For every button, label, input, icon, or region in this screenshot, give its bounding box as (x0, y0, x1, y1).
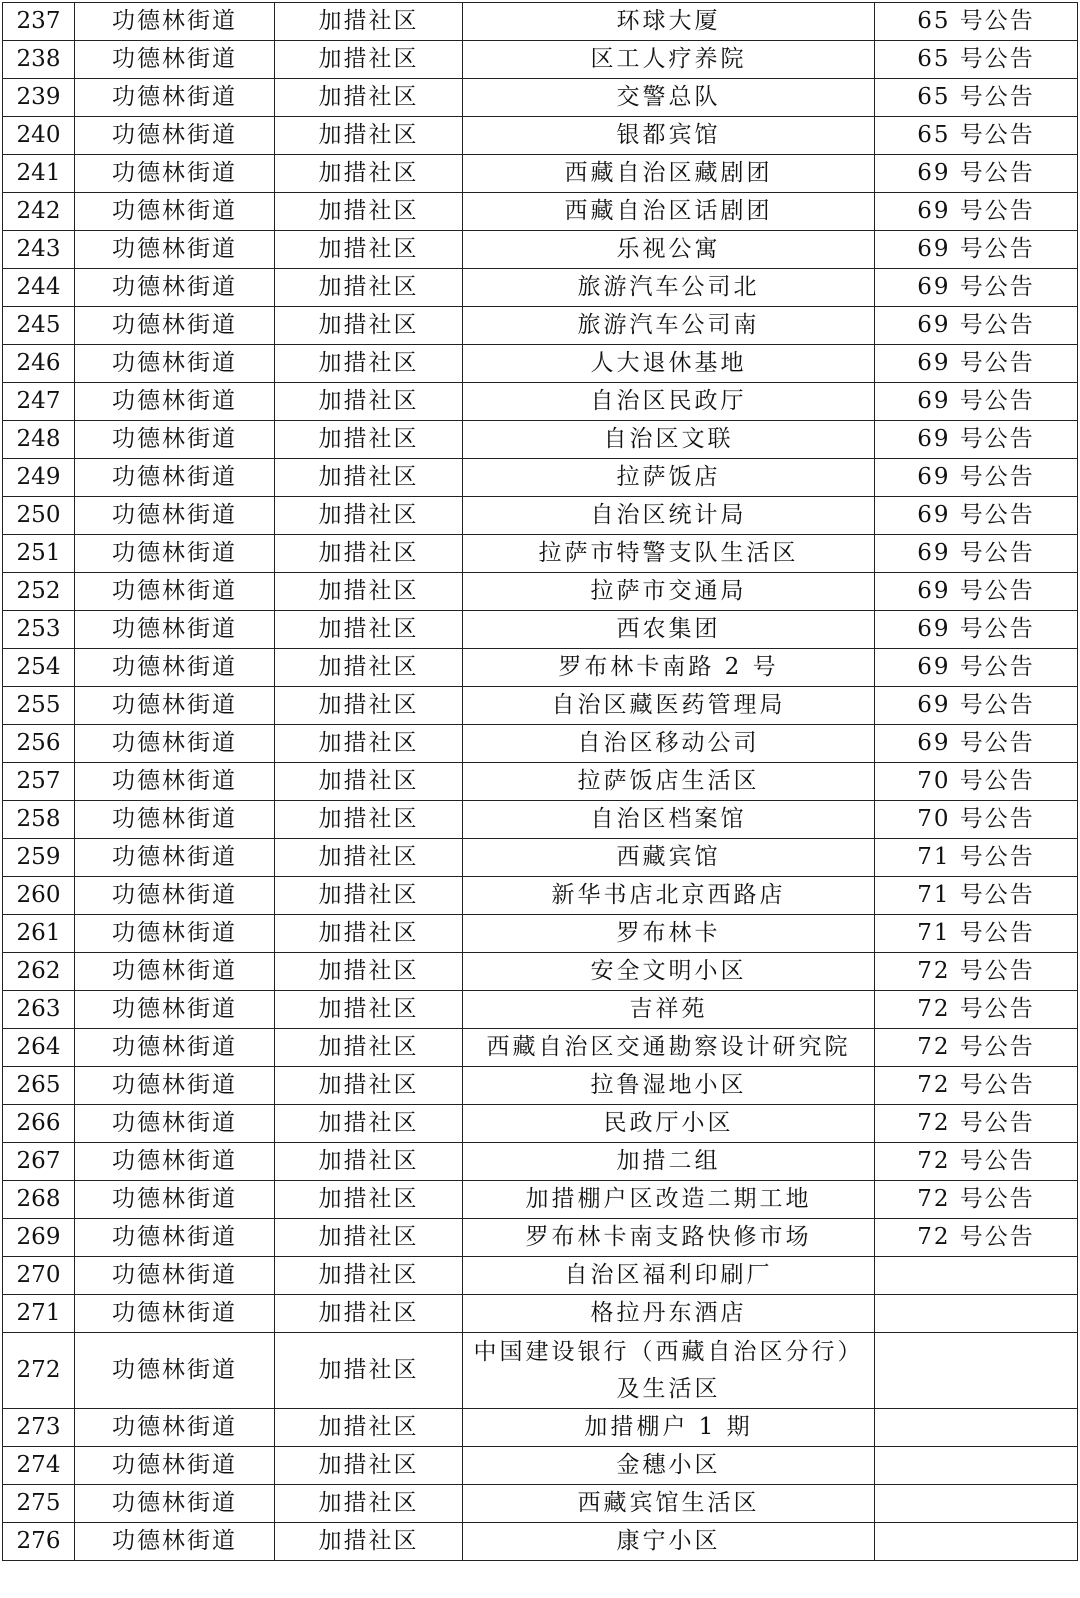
row-number-cell: 238 (3, 41, 75, 79)
street-cell: 功德林街道 (75, 231, 275, 269)
community-cell: 加措社区 (275, 725, 463, 763)
street-cell: 功德林街道 (75, 915, 275, 953)
notice-cell (875, 1447, 1078, 1485)
place-name-cell: 自治区民政厅 (463, 383, 875, 421)
community-cell: 加措社区 (275, 1181, 463, 1219)
table-row (3, 763, 1078, 801)
table-row (3, 1257, 1078, 1295)
notice-cell (875, 1485, 1078, 1523)
row-number-cell: 244 (3, 269, 75, 307)
notice-cell: 72 号公告 (875, 1181, 1078, 1219)
street-cell: 功德林街道 (75, 1523, 275, 1561)
notice-cell: 69 号公告 (875, 269, 1078, 307)
notice-cell: 69 号公告 (875, 345, 1078, 383)
table-row (3, 725, 1078, 763)
place-name-cell: 加措棚户区改造二期工地 (463, 1181, 875, 1219)
street-cell: 功德林街道 (75, 687, 275, 725)
community-cell: 加措社区 (275, 915, 463, 953)
row-number-cell: 243 (3, 231, 75, 269)
row-number-cell: 241 (3, 155, 75, 193)
row-number-cell: 256 (3, 725, 75, 763)
notice-cell: 69 号公告 (875, 459, 1078, 497)
place-name-cell: 拉萨市交通局 (463, 573, 875, 611)
street-cell: 功德林街道 (75, 269, 275, 307)
street-cell: 功德林街道 (75, 459, 275, 497)
place-name-cell (463, 1333, 875, 1409)
street-cell: 功德林街道 (75, 801, 275, 839)
table-row (3, 1181, 1078, 1219)
community-cell: 加措社区 (275, 1447, 463, 1485)
table-row (3, 41, 1078, 79)
place-name-cell: 西藏自治区藏剧团 (463, 155, 875, 193)
notice-cell: 65 号公告 (875, 3, 1078, 41)
community-cell: 加措社区 (275, 1333, 463, 1409)
street-cell: 功德林街道 (75, 1181, 275, 1219)
table-row (3, 611, 1078, 649)
row-number-cell: 249 (3, 459, 75, 497)
community-cell: 加措社区 (275, 687, 463, 725)
community-cell: 加措社区 (275, 307, 463, 345)
place-name-cell: 加措二组 (463, 1143, 875, 1181)
street-cell: 功德林街道 (75, 1333, 275, 1409)
row-number-cell: 252 (3, 573, 75, 611)
community-cell: 加措社区 (275, 839, 463, 877)
notice-cell: 65 号公告 (875, 41, 1078, 79)
notice-cell: 72 号公告 (875, 953, 1078, 991)
data-table (2, 2, 1078, 1561)
row-number-cell: 264 (3, 1029, 75, 1067)
notice-cell: 72 号公告 (875, 1067, 1078, 1105)
notice-cell: 65 号公告 (875, 117, 1078, 155)
notice-cell: 72 号公告 (875, 1143, 1078, 1181)
street-cell: 功德林街道 (75, 1067, 275, 1105)
table-row (3, 1105, 1078, 1143)
table-row (3, 117, 1078, 155)
row-number-cell: 255 (3, 687, 75, 725)
place-name-cell: 环球大厦 (463, 3, 875, 41)
place-name-cell: 拉萨市特警支队生活区 (463, 535, 875, 573)
street-cell: 功德林街道 (75, 1105, 275, 1143)
table-body (3, 3, 1078, 1561)
table-row (3, 535, 1078, 573)
community-cell: 加措社区 (275, 3, 463, 41)
table-row (3, 497, 1078, 535)
notice-cell: 69 号公告 (875, 231, 1078, 269)
street-cell: 功德林街道 (75, 1485, 275, 1523)
table-row (3, 687, 1078, 725)
row-number-cell: 274 (3, 1447, 75, 1485)
place-name-cell: 罗布林卡南支路快修市场 (463, 1219, 875, 1257)
table-row (3, 421, 1078, 459)
place-name-cell: 拉萨饭店生活区 (463, 763, 875, 801)
notice-cell: 72 号公告 (875, 1219, 1078, 1257)
place-name-line-2: 及生活区 (616, 1375, 721, 1402)
table-row (3, 877, 1078, 915)
row-number-cell: 269 (3, 1219, 75, 1257)
place-name-cell: 格拉丹东酒店 (463, 1295, 875, 1333)
place-name-cell: 自治区福利印刷厂 (463, 1257, 875, 1295)
notice-cell: 70 号公告 (875, 801, 1078, 839)
place-name-cell: 自治区文联 (463, 421, 875, 459)
street-cell: 功德林街道 (75, 79, 275, 117)
notice-cell: 69 号公告 (875, 193, 1078, 231)
community-cell: 加措社区 (275, 991, 463, 1029)
notice-cell (875, 1409, 1078, 1447)
place-name-cell: 安全文明小区 (463, 953, 875, 991)
row-number-cell: 259 (3, 839, 75, 877)
row-number-cell: 275 (3, 1485, 75, 1523)
row-number-cell: 251 (3, 535, 75, 573)
row-number-cell: 263 (3, 991, 75, 1029)
notice-cell: 69 号公告 (875, 155, 1078, 193)
notice-cell: 69 号公告 (875, 687, 1078, 725)
table-row (3, 1029, 1078, 1067)
street-cell: 功德林街道 (75, 155, 275, 193)
place-name-cell: 交警总队 (463, 79, 875, 117)
place-name-cell: 乐视公寓 (463, 231, 875, 269)
place-name-cell: 罗布林卡 (463, 915, 875, 953)
row-number-cell: 273 (3, 1409, 75, 1447)
street-cell: 功德林街道 (75, 1219, 275, 1257)
row-number-cell: 242 (3, 193, 75, 231)
notice-cell: 69 号公告 (875, 649, 1078, 687)
notice-cell: 69 号公告 (875, 421, 1078, 459)
community-cell: 加措社区 (275, 41, 463, 79)
community-cell: 加措社区 (275, 117, 463, 155)
street-cell: 功德林街道 (75, 611, 275, 649)
notice-cell: 69 号公告 (875, 535, 1078, 573)
place-name-cell: 金穗小区 (463, 1447, 875, 1485)
row-number-cell: 240 (3, 117, 75, 155)
place-name-cell: 吉祥苑 (463, 991, 875, 1029)
community-cell: 加措社区 (275, 801, 463, 839)
notice-cell (875, 1333, 1078, 1409)
street-cell: 功德林街道 (75, 421, 275, 459)
row-number-cell: 239 (3, 79, 75, 117)
table-row (3, 383, 1078, 421)
row-number-cell: 246 (3, 345, 75, 383)
community-cell: 加措社区 (275, 155, 463, 193)
notice-cell: 69 号公告 (875, 307, 1078, 345)
place-name-cell: 罗布林卡南路 2 号 (463, 649, 875, 687)
place-name-cell: 加措棚户 1 期 (463, 1409, 875, 1447)
place-name-cell: 西藏自治区话剧团 (463, 193, 875, 231)
table-row (3, 915, 1078, 953)
table-row (3, 193, 1078, 231)
place-name-cell: 拉萨饭店 (463, 459, 875, 497)
place-name-cell: 康宁小区 (463, 1523, 875, 1561)
street-cell: 功德林街道 (75, 117, 275, 155)
community-cell: 加措社区 (275, 459, 463, 497)
table-row (3, 1067, 1078, 1105)
notice-cell (875, 1257, 1078, 1295)
street-cell: 功德林街道 (75, 193, 275, 231)
place-name-cell: 民政厅小区 (463, 1105, 875, 1143)
notice-cell: 72 号公告 (875, 1105, 1078, 1143)
place-name-cell: 旅游汽车公司北 (463, 269, 875, 307)
street-cell: 功德林街道 (75, 725, 275, 763)
row-number-cell: 245 (3, 307, 75, 345)
table-row (3, 345, 1078, 383)
street-cell: 功德林街道 (75, 649, 275, 687)
community-cell: 加措社区 (275, 231, 463, 269)
notice-cell: 72 号公告 (875, 1029, 1078, 1067)
table-row (3, 649, 1078, 687)
row-number-cell: 271 (3, 1295, 75, 1333)
street-cell: 功德林街道 (75, 1143, 275, 1181)
row-number-cell: 258 (3, 801, 75, 839)
notice-cell (875, 1295, 1078, 1333)
street-cell: 功德林街道 (75, 497, 275, 535)
community-cell: 加措社区 (275, 269, 463, 307)
table-row (3, 231, 1078, 269)
notice-cell: 70 号公告 (875, 763, 1078, 801)
street-cell: 功德林街道 (75, 839, 275, 877)
community-cell: 加措社区 (275, 497, 463, 535)
community-cell: 加措社区 (275, 1257, 463, 1295)
notice-cell: 69 号公告 (875, 497, 1078, 535)
street-cell: 功德林街道 (75, 953, 275, 991)
table-row (3, 1143, 1078, 1181)
row-number-cell: 270 (3, 1257, 75, 1295)
table-row (3, 269, 1078, 307)
table-row (3, 307, 1078, 345)
row-number-cell: 261 (3, 915, 75, 953)
place-name-cell: 西藏自治区交通勘察设计研究院 (463, 1029, 875, 1067)
street-cell: 功德林街道 (75, 1257, 275, 1295)
street-cell: 功德林街道 (75, 1029, 275, 1067)
notice-cell: 65 号公告 (875, 79, 1078, 117)
community-cell: 加措社区 (275, 383, 463, 421)
community-cell: 加措社区 (275, 1029, 463, 1067)
table-row (3, 953, 1078, 991)
community-cell: 加措社区 (275, 573, 463, 611)
community-cell: 加措社区 (275, 1067, 463, 1105)
table-row (3, 155, 1078, 193)
street-cell: 功德林街道 (75, 1295, 275, 1333)
street-cell: 功德林街道 (75, 383, 275, 421)
table-row (3, 1409, 1078, 1447)
street-cell: 功德林街道 (75, 763, 275, 801)
notice-cell: 69 号公告 (875, 383, 1078, 421)
row-number-cell: 247 (3, 383, 75, 421)
notice-cell: 69 号公告 (875, 725, 1078, 763)
place-name-cell: 自治区统计局 (463, 497, 875, 535)
place-name-cell: 西藏宾馆生活区 (463, 1485, 875, 1523)
community-cell: 加措社区 (275, 611, 463, 649)
street-cell: 功德林街道 (75, 345, 275, 383)
community-cell: 加措社区 (275, 421, 463, 459)
place-name-cell: 自治区藏医药管理局 (463, 687, 875, 725)
place-name-cell: 西藏宾馆 (463, 839, 875, 877)
table-row (3, 801, 1078, 839)
community-cell: 加措社区 (275, 1295, 463, 1333)
row-number-cell: 266 (3, 1105, 75, 1143)
community-cell: 加措社区 (275, 79, 463, 117)
table-row (3, 1333, 1078, 1409)
table-row (3, 1523, 1078, 1561)
street-cell: 功德林街道 (75, 877, 275, 915)
place-name-cell: 银都宾馆 (463, 117, 875, 155)
street-cell: 功德林街道 (75, 3, 275, 41)
place-name-cell: 旅游汽车公司南 (463, 307, 875, 345)
place-name-line-1: 中国建设银行（西藏自治区分行） (473, 1338, 864, 1365)
place-name-cell: 人大退休基地 (463, 345, 875, 383)
notice-cell: 72 号公告 (875, 991, 1078, 1029)
community-cell: 加措社区 (275, 1105, 463, 1143)
community-cell: 加措社区 (275, 345, 463, 383)
street-cell: 功德林街道 (75, 1447, 275, 1485)
street-cell: 功德林街道 (75, 41, 275, 79)
table-row (3, 573, 1078, 611)
row-number-cell: 260 (3, 877, 75, 915)
row-number-cell: 257 (3, 763, 75, 801)
community-cell: 加措社区 (275, 649, 463, 687)
community-cell: 加措社区 (275, 1219, 463, 1257)
community-cell: 加措社区 (275, 1485, 463, 1523)
row-number-cell: 253 (3, 611, 75, 649)
row-number-cell: 250 (3, 497, 75, 535)
table-row (3, 1295, 1078, 1333)
notice-cell: 69 号公告 (875, 573, 1078, 611)
community-cell: 加措社区 (275, 1523, 463, 1561)
place-name-cell: 自治区移动公司 (463, 725, 875, 763)
table-row (3, 991, 1078, 1029)
street-cell: 功德林街道 (75, 535, 275, 573)
row-number-cell: 265 (3, 1067, 75, 1105)
street-cell: 功德林街道 (75, 573, 275, 611)
community-cell: 加措社区 (275, 877, 463, 915)
community-cell: 加措社区 (275, 535, 463, 573)
row-number-cell: 276 (3, 1523, 75, 1561)
street-cell: 功德林街道 (75, 991, 275, 1029)
row-number-cell: 248 (3, 421, 75, 459)
table-row (3, 1219, 1078, 1257)
table-row (3, 839, 1078, 877)
place-name-cell: 拉鲁湿地小区 (463, 1067, 875, 1105)
row-number-cell: 272 (3, 1333, 75, 1409)
community-cell: 加措社区 (275, 953, 463, 991)
table-row (3, 459, 1078, 497)
place-name-cell: 自治区档案馆 (463, 801, 875, 839)
row-number-cell: 237 (3, 3, 75, 41)
table-row (3, 1485, 1078, 1523)
row-number-cell: 254 (3, 649, 75, 687)
notice-cell (875, 1523, 1078, 1561)
community-cell: 加措社区 (275, 1409, 463, 1447)
notice-cell: 71 号公告 (875, 839, 1078, 877)
community-cell: 加措社区 (275, 763, 463, 801)
place-name-cell: 区工人疗养院 (463, 41, 875, 79)
table-row (3, 79, 1078, 117)
community-cell: 加措社区 (275, 193, 463, 231)
table-row (3, 3, 1078, 41)
table-row (3, 1447, 1078, 1485)
row-number-cell: 262 (3, 953, 75, 991)
street-cell: 功德林街道 (75, 307, 275, 345)
place-name-cell: 新华书店北京西路店 (463, 877, 875, 915)
notice-cell: 71 号公告 (875, 877, 1078, 915)
street-cell: 功德林街道 (75, 1409, 275, 1447)
notice-cell: 71 号公告 (875, 915, 1078, 953)
place-name-cell: 西农集团 (463, 611, 875, 649)
row-number-cell: 267 (3, 1143, 75, 1181)
row-number-cell: 268 (3, 1181, 75, 1219)
community-cell: 加措社区 (275, 1143, 463, 1181)
notice-cell: 69 号公告 (875, 611, 1078, 649)
